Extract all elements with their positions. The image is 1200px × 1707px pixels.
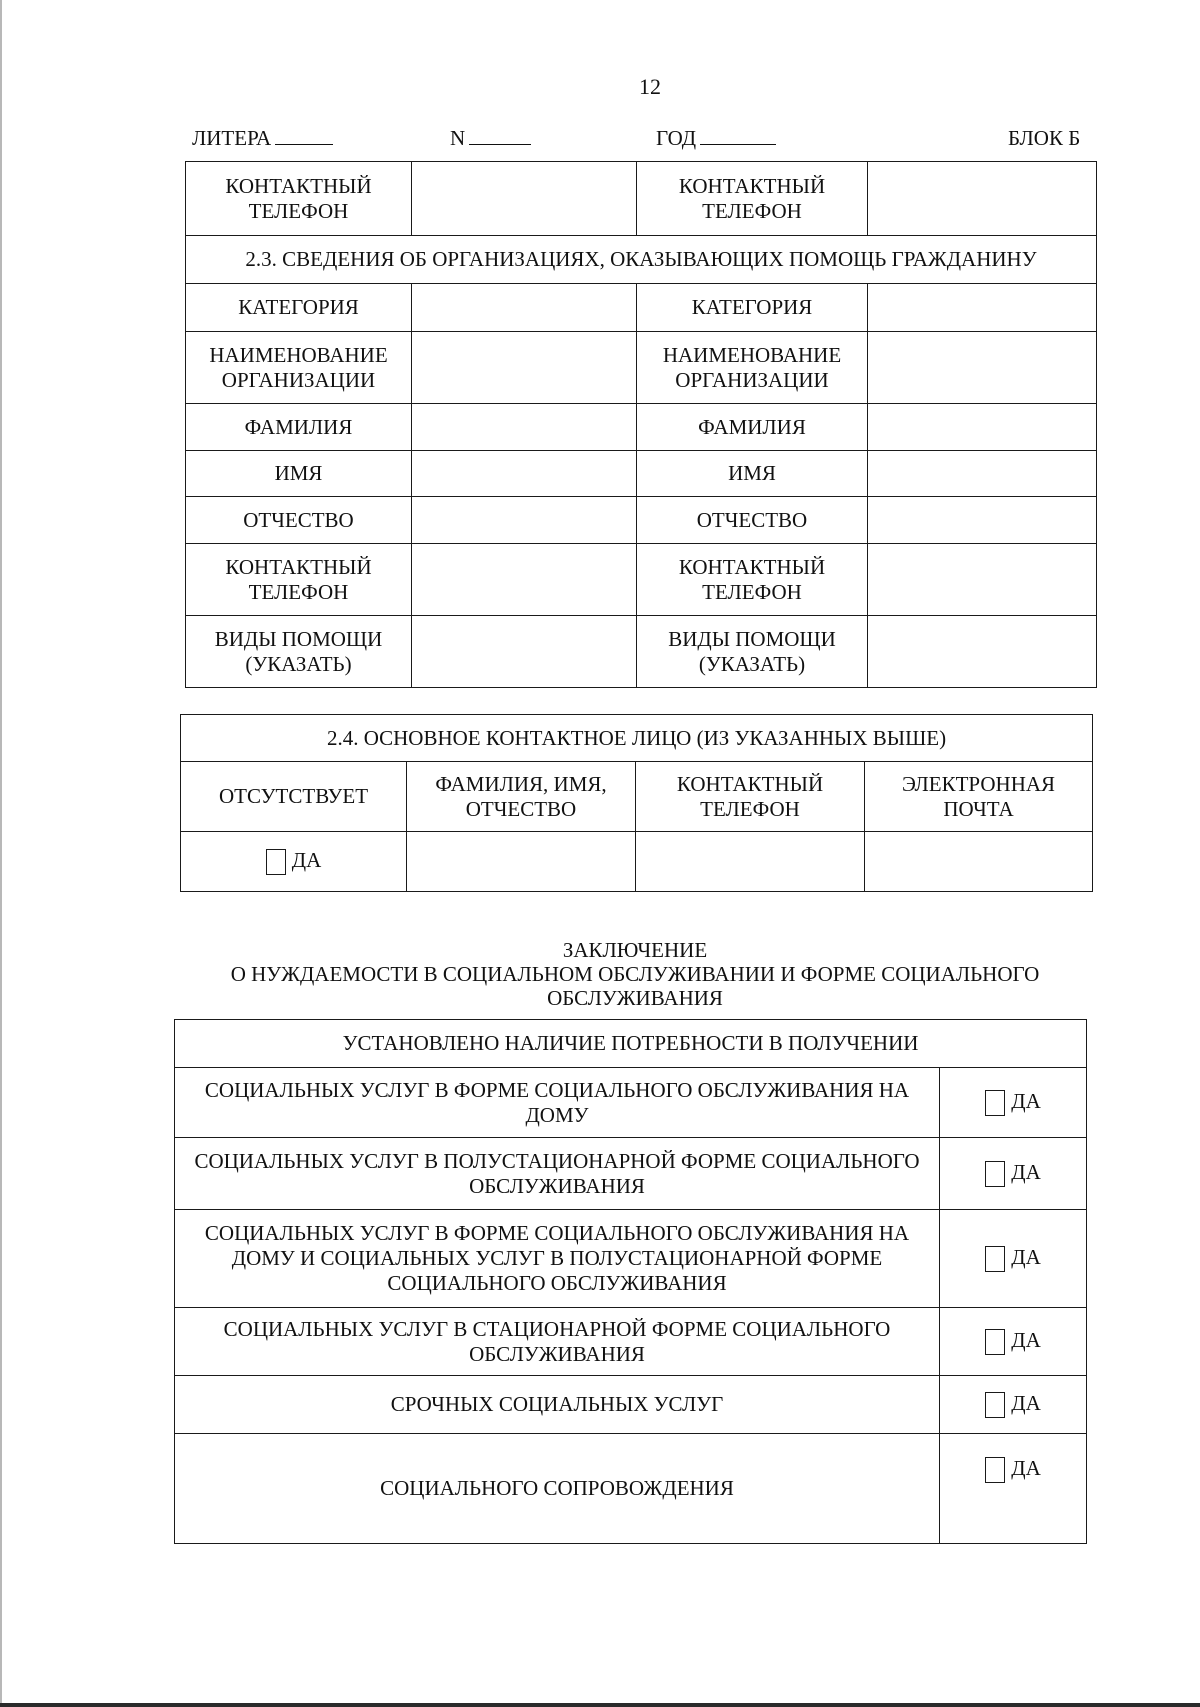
table-row — [181, 832, 1093, 892]
year-field — [656, 126, 776, 151]
full-name-value[interactable] — [407, 832, 636, 892]
table-row — [175, 1434, 1087, 1544]
conclusion-subtitle-cont: ОБСЛУЖИВАНИЯ — [547, 986, 723, 1011]
table-row — [175, 1308, 1087, 1376]
field-label: НАИМЕНОВАНИЕ ОРГАНИЗАЦИИ — [186, 332, 412, 404]
field-label: КОНТАКТНЫЙ ТЕЛЕФОН — [637, 544, 868, 616]
litera-label: ЛИТЕРА — [192, 126, 272, 150]
litera-blank[interactable] — [275, 126, 333, 145]
option-label: ДА — [1011, 1244, 1041, 1269]
option-label: ДА — [1011, 1390, 1041, 1415]
table-row — [186, 284, 1097, 332]
option-label: ДА — [1011, 1456, 1041, 1480]
field-value[interactable] — [868, 497, 1097, 544]
service-text: СРОЧНЫХ СОЦИАЛЬНЫХ УСЛУГ — [175, 1376, 940, 1434]
option-cell — [940, 1068, 1087, 1138]
number-blank[interactable] — [469, 126, 531, 145]
table-row — [186, 616, 1097, 688]
email-value[interactable] — [865, 832, 1093, 892]
conclusion-table — [174, 1019, 1087, 1544]
conclusion-subtitle: О НУЖДАЕМОСТИ В СОЦИАЛЬНОМ ОБСЛУЖИВАНИИ И ФОРМЕ СОЦИАЛЬНОГО — [230, 962, 1040, 987]
phone-value[interactable] — [636, 832, 865, 892]
table-row — [175, 1020, 1087, 1068]
field-label: ФАМИЛИЯ — [186, 404, 412, 451]
conclusion-heading — [190, 938, 1080, 1010]
column-header: ЭЛЕКТРОННАЯ ПОЧТА — [865, 762, 1093, 832]
field-label: НАИМЕНОВАНИЕ ОРГАНИЗАЦИИ — [637, 332, 868, 404]
field-value[interactable] — [868, 544, 1097, 616]
checkbox[interactable] — [985, 1329, 1005, 1355]
field-label: ИМЯ — [186, 451, 412, 497]
field-value[interactable] — [412, 284, 637, 332]
field-value[interactable] — [412, 332, 637, 404]
table-row — [186, 332, 1097, 404]
absent-cell — [181, 832, 407, 892]
year-blank[interactable] — [700, 126, 776, 145]
table-row — [186, 451, 1097, 497]
main-contact-table — [180, 714, 1093, 892]
number-label: N — [450, 126, 466, 150]
checkbox[interactable] — [266, 849, 286, 875]
field-label: ИМЯ — [637, 451, 868, 497]
contact-phone-value[interactable] — [868, 162, 1097, 236]
page-number: 12 — [639, 74, 661, 99]
table-row — [175, 1210, 1087, 1308]
field-label: ОТЧЕСТВО — [637, 497, 868, 544]
field-value[interactable] — [412, 497, 637, 544]
year-label: ГОД — [656, 126, 697, 150]
option-cell — [940, 1138, 1087, 1210]
field-value[interactable] — [868, 451, 1097, 497]
field-label: КАТЕГОРИЯ — [637, 284, 868, 332]
column-header: КОНТАКТНЫЙ ТЕЛЕФОН — [636, 762, 865, 832]
block-label: БЛОК Б — [1008, 126, 1081, 150]
field-label: КАТЕГОРИЯ — [186, 284, 412, 332]
table-row — [186, 162, 1097, 236]
number-field — [450, 126, 531, 151]
table-row — [186, 497, 1097, 544]
table-row — [186, 404, 1097, 451]
field-label: ОТЧЕСТВО — [186, 497, 412, 544]
contact-phone-value[interactable] — [412, 162, 637, 236]
table-row — [186, 544, 1097, 616]
checkbox[interactable] — [985, 1161, 1005, 1187]
section-2-3-title: 2.3. СВЕДЕНИЯ ОБ ОРГАНИЗАЦИЯХ, ОКАЗЫВАЮЩИХ ПОМОЩЬ ГРАЖДАНИНУ — [186, 236, 1097, 284]
option-label: ДА — [1011, 1159, 1041, 1184]
page-bottom-edge — [0, 1703, 1200, 1707]
contact-phone-label: КОНТАКТНЫЙ ТЕЛЕФОН — [637, 162, 868, 236]
field-value[interactable] — [868, 616, 1097, 688]
option-cell — [940, 1434, 1087, 1544]
column-header: ФАМИЛИЯ, ИМЯ, ОТЧЕСТВО — [407, 762, 636, 832]
service-text: СОЦИАЛЬНЫХ УСЛУГ В СТАЦИОНАРНОЙ ФОРМЕ СОЦИАЛЬНОГО ОБСЛУЖИВАНИЯ — [175, 1308, 940, 1376]
conclusion-title: ЗАКЛЮЧЕНИЕ — [562, 938, 708, 962]
checkbox[interactable] — [985, 1090, 1005, 1116]
field-value[interactable] — [412, 616, 637, 688]
checkbox[interactable] — [985, 1392, 1005, 1418]
section-2-4-title: 2.4. ОСНОВНОЕ КОНТАКТНОЕ ЛИЦО (ИЗ УКАЗАННЫХ ВЫШЕ) — [181, 715, 1093, 762]
field-label: ВИДЫ ПОМОЩИ (УКАЗАТЬ) — [637, 616, 868, 688]
option-label: ДА — [291, 847, 322, 872]
field-value[interactable] — [868, 332, 1097, 404]
field-value[interactable] — [868, 284, 1097, 332]
table-row — [175, 1138, 1087, 1210]
option-cell — [940, 1210, 1087, 1308]
table-row — [175, 1376, 1087, 1434]
service-text: СОЦИАЛЬНЫХ УСЛУГ В ФОРМЕ СОЦИАЛЬНОГО ОБСЛУЖИВАНИЯ НА ДОМУ И СОЦИАЛЬНЫХ УСЛУГ В ПОЛУСТАЦИОНАРНОЙ ФОРМЕ СОЦИАЛЬНОГО ОБСЛУЖИВАНИЯ — [175, 1210, 940, 1308]
field-label: КОНТАКТНЫЙ ТЕЛЕФОН — [186, 544, 412, 616]
field-value[interactable] — [868, 404, 1097, 451]
service-text: СОЦИАЛЬНОГО СОПРОВОЖДЕНИЯ — [175, 1434, 940, 1544]
field-label: ФАМИЛИЯ — [637, 404, 868, 451]
field-value[interactable] — [412, 544, 637, 616]
option-cell — [940, 1308, 1087, 1376]
contact-phone-label: КОНТАКТНЫЙ ТЕЛЕФОН — [186, 162, 412, 236]
column-header: ОТСУТСТВУЕТ — [181, 762, 407, 832]
service-text: СОЦИАЛЬНЫХ УСЛУГ В ФОРМЕ СОЦИАЛЬНОГО ОБСЛУЖИВАНИЯ НА ДОМУ — [175, 1068, 940, 1138]
option-cell — [940, 1376, 1087, 1434]
litera-field — [192, 126, 333, 151]
service-text: СОЦИАЛЬНЫХ УСЛУГ В ПОЛУСТАЦИОНАРНОЙ ФОРМЕ СОЦИАЛЬНОГО ОБСЛУЖИВАНИЯ — [175, 1138, 940, 1210]
table-row — [181, 762, 1093, 832]
field-label: ВИДЫ ПОМОЩИ (УКАЗАТЬ) — [186, 616, 412, 688]
absent-option — [266, 848, 322, 872]
option-label: ДА — [1011, 1088, 1041, 1113]
field-value[interactable] — [412, 451, 637, 497]
table-row — [186, 236, 1097, 284]
checkbox[interactable] — [985, 1246, 1005, 1272]
conclusion-table-header: УСТАНОВЛЕНО НАЛИЧИЕ ПОТРЕБНОСТИ В ПОЛУЧЕНИИ — [175, 1020, 1087, 1068]
checkbox[interactable] — [985, 1457, 1005, 1483]
option-label: ДА — [1011, 1327, 1041, 1352]
field-value[interactable] — [412, 404, 637, 451]
organizations-table — [185, 161, 1097, 688]
page-edge — [0, 0, 2, 1707]
table-row — [181, 715, 1093, 762]
table-row — [175, 1068, 1087, 1138]
